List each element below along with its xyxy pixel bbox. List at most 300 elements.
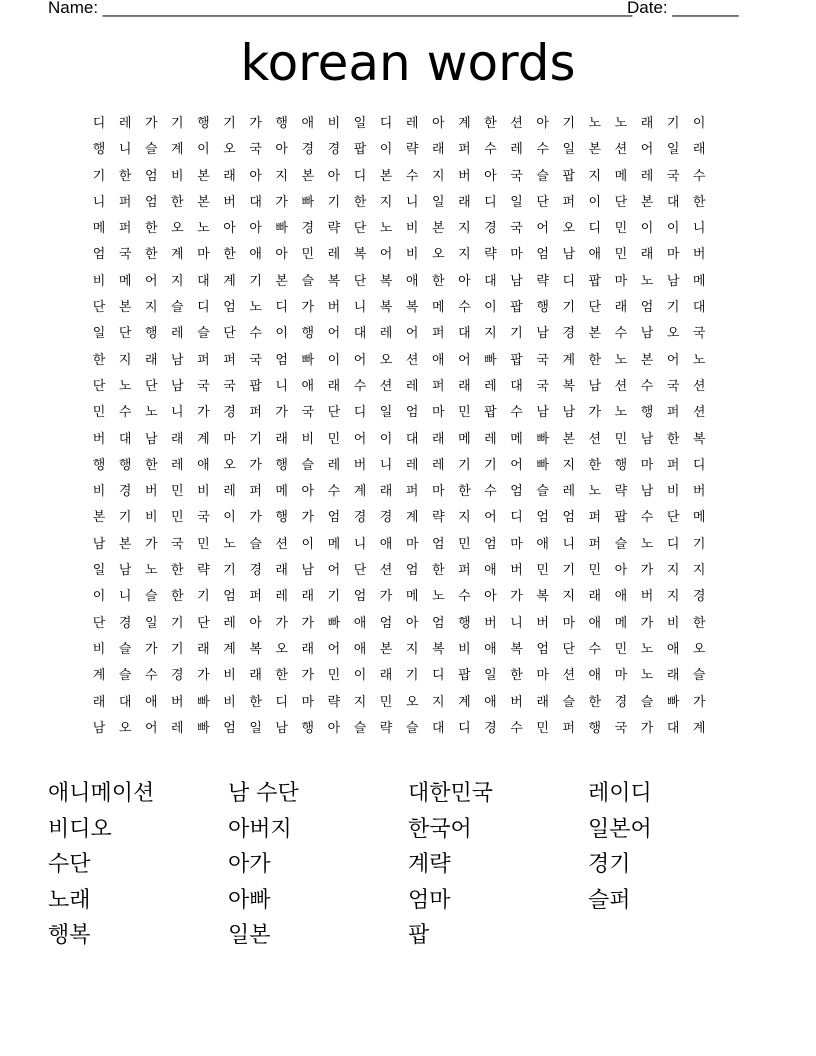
- grid-letter: 민: [536, 720, 549, 736]
- grid-letter: 슬: [536, 168, 549, 184]
- grid-letter: 남: [275, 720, 288, 736]
- grid-letter: 니: [171, 405, 184, 421]
- grid-letter: 래: [249, 668, 262, 684]
- grid-letter: 마: [614, 273, 628, 289]
- grid-letter: 버: [327, 300, 341, 316]
- grid-letter: 대: [405, 431, 419, 447]
- grid-letter: 비: [223, 668, 236, 684]
- grid-letter: 략: [327, 221, 341, 237]
- grid-letter: 수: [327, 484, 341, 500]
- grid-letter: 민: [614, 221, 628, 237]
- grid-letter: 지: [405, 641, 419, 657]
- grid-letter: 행: [118, 457, 132, 473]
- grid-letter: 민: [614, 431, 628, 447]
- grid-letter: 디: [692, 457, 706, 473]
- grid-letter: 애: [588, 247, 602, 263]
- grid-letter: 노: [640, 536, 654, 552]
- grid-letter: 남: [640, 484, 654, 500]
- grid-letter: 본: [92, 510, 106, 526]
- grid-letter: 행: [92, 142, 106, 158]
- word-list-item: 비디오: [48, 816, 112, 842]
- grid-letter: 일: [92, 563, 106, 579]
- grid-letter: 빠: [275, 221, 288, 237]
- grid-letter: 본: [588, 326, 602, 342]
- grid-letter: 아: [301, 484, 315, 500]
- grid-letter: 버: [692, 484, 706, 500]
- grid-letter: 본: [118, 536, 132, 552]
- grid-letter: 엄: [405, 563, 419, 579]
- grid-letter: 략: [197, 563, 210, 579]
- grid-letter: 략: [405, 142, 419, 158]
- word-list-item: 아빠: [228, 887, 271, 913]
- grid-letter: 버: [144, 484, 158, 500]
- grid-letter: 엄: [223, 589, 236, 605]
- grid-letter: 본: [640, 352, 654, 368]
- grid-letter: 본: [562, 431, 576, 447]
- grid-letter: 노: [144, 563, 158, 579]
- grid-letter: 노: [118, 378, 132, 394]
- grid-letter: 민: [379, 694, 393, 710]
- grid-letter: 비: [197, 484, 210, 500]
- grid-letter: 션: [614, 378, 628, 394]
- grid-letter: 일: [92, 326, 106, 342]
- grid-letter: 션: [379, 378, 393, 394]
- grid-letter: 지: [353, 694, 367, 710]
- grid-letter: 아: [327, 168, 341, 184]
- grid-letter: 행: [301, 720, 315, 736]
- grid-letter: 한: [144, 221, 158, 237]
- grid-letter: 이: [692, 116, 706, 131]
- word-list-item: 일본어: [588, 816, 652, 842]
- grid-letter: 한: [484, 116, 497, 131]
- grid-letter: 오: [562, 221, 576, 237]
- grid-letter: 남: [171, 378, 184, 394]
- grid-letter: 계: [353, 484, 367, 500]
- grid-letter: 디: [275, 300, 288, 316]
- grid-letter: 기: [249, 431, 262, 447]
- grid-letter: 애: [353, 615, 367, 631]
- grid-letter: 디: [379, 116, 393, 131]
- grid-letter: 니: [118, 589, 132, 605]
- grid-letter: 니: [379, 457, 393, 473]
- grid-letter: 어: [458, 352, 471, 368]
- grid-letter: 국: [666, 168, 680, 184]
- grid-letter: 레: [640, 168, 654, 184]
- word-list-item: 계략: [408, 852, 451, 877]
- grid-letter: 국: [249, 352, 262, 368]
- grid-letter: 행: [197, 116, 210, 131]
- grid-letter: 퍼: [458, 563, 471, 579]
- grid-letter: 단: [353, 273, 367, 289]
- grid-letter: 단: [118, 326, 132, 342]
- grid-letter: 디: [431, 668, 445, 684]
- grid-letter: 국: [536, 352, 549, 368]
- grid-letter: 수: [484, 142, 497, 158]
- grid-letter: 국: [301, 405, 315, 421]
- grid-letter: 퍼: [666, 457, 680, 473]
- grid-letter: 기: [327, 589, 341, 605]
- grid-letter: 수: [614, 326, 628, 342]
- grid-letter: 마: [405, 536, 419, 552]
- grid-letter: 계: [197, 431, 210, 447]
- grid-letter: 가: [249, 510, 262, 526]
- grid-letter: 퍼: [431, 326, 445, 342]
- grid-letter: 가: [301, 615, 315, 631]
- grid-letter: 디: [666, 536, 680, 552]
- grid-letter: 버: [510, 563, 523, 579]
- grid-letter: 지: [431, 694, 445, 710]
- grid-letter: 엄: [144, 194, 158, 210]
- grid-letter: 행: [275, 457, 288, 473]
- grid-letter: 노: [223, 536, 236, 552]
- grid-letter: 엄: [92, 247, 106, 263]
- grid-letter: 비: [301, 431, 315, 447]
- grid-letter: 팝: [458, 668, 471, 684]
- grid-letter: 아: [614, 563, 628, 579]
- grid-letter: 디: [562, 273, 576, 289]
- grid-letter: 남: [92, 720, 106, 736]
- grid-letter: 애: [614, 589, 628, 605]
- grid-letter: 메: [431, 300, 445, 316]
- grid-letter: 단: [92, 378, 106, 394]
- grid-letter: 애: [536, 536, 549, 552]
- grid-letter: 레: [431, 457, 445, 473]
- grid-letter: 션: [405, 352, 419, 368]
- grid-letter: 복: [405, 300, 419, 316]
- grid-letter: 단: [144, 378, 158, 394]
- grid-letter: 니: [353, 536, 367, 552]
- grid-letter: 계: [223, 641, 236, 657]
- grid-letter: 래: [458, 194, 471, 210]
- grid-letter: 수: [484, 484, 497, 500]
- grid-letter: 한: [353, 194, 367, 210]
- grid-letter: 메: [118, 273, 132, 289]
- grid-letter: 어: [666, 352, 680, 368]
- grid-letter: 국: [249, 142, 262, 158]
- grid-letter: 빠: [197, 720, 210, 736]
- grid-letter: 래: [197, 641, 210, 657]
- grid-letter: 비: [666, 615, 680, 631]
- grid-letter: 오: [275, 641, 288, 657]
- grid-letter: 지: [458, 510, 471, 526]
- grid-letter: 한: [588, 352, 602, 368]
- grid-letter: 단: [562, 641, 576, 657]
- grid-letter: 엄: [536, 247, 549, 263]
- grid-letter: 단: [327, 405, 341, 421]
- grid-letter: 래: [301, 589, 315, 605]
- grid-letter: 복: [510, 641, 523, 657]
- grid-letter: 본: [431, 221, 445, 237]
- grid-letter: 대: [666, 720, 680, 736]
- grid-letter: 기: [405, 668, 419, 684]
- grid-letter: 오: [666, 326, 680, 342]
- grid-letter: 래: [458, 378, 471, 394]
- grid-letter: 션: [379, 563, 393, 579]
- grid-letter: 이: [379, 431, 393, 447]
- grid-letter: 슬: [301, 457, 315, 473]
- grid-letter: 디: [484, 194, 497, 210]
- grid-letter: 팝: [562, 168, 576, 184]
- grid-letter: 수: [640, 510, 654, 526]
- grid-letter: 경: [692, 589, 706, 605]
- grid-letter: 슬: [144, 589, 158, 605]
- grid-letter: 남: [536, 405, 549, 421]
- grid-letter: 노: [614, 405, 628, 421]
- grid-letter: 이: [275, 326, 288, 342]
- grid-letter: 어: [144, 273, 158, 289]
- grid-letter: 메: [92, 221, 106, 237]
- grid-letter: 한: [171, 589, 184, 605]
- grid-letter: 경: [301, 221, 315, 237]
- grid-letter: 수: [249, 326, 262, 342]
- grid-letter: 대: [692, 300, 706, 316]
- grid-letter: 퍼: [562, 720, 576, 736]
- grid-letter: 마: [562, 615, 576, 631]
- grid-letter: 수: [118, 405, 132, 421]
- grid-letter: 기: [171, 615, 184, 631]
- grid-letter: 남: [510, 273, 523, 289]
- grid-letter: 레: [223, 615, 236, 631]
- grid-letter: 민: [458, 405, 471, 421]
- grid-letter: 계: [692, 720, 706, 736]
- grid-letter: 버: [353, 457, 367, 473]
- grid-letter: 경: [484, 720, 497, 736]
- grid-letter: 퍼: [405, 484, 419, 500]
- grid-letter: 단: [353, 221, 367, 237]
- word-list-item: 한국어: [408, 816, 472, 842]
- grid-letter: 복: [431, 641, 445, 657]
- grid-letter: 디: [458, 720, 471, 736]
- grid-letter: 애: [353, 641, 367, 657]
- grid-letter: 수: [510, 720, 523, 736]
- date-field-label: Date: _______: [627, 0, 739, 17]
- word-list-item: 행복: [48, 923, 91, 948]
- grid-letter: 엄: [431, 536, 445, 552]
- grid-letter: 경: [249, 563, 262, 579]
- grid-letter: 한: [692, 615, 706, 631]
- grid-letter: 남: [562, 405, 576, 421]
- grid-letter: 비: [171, 168, 184, 184]
- grid-letter: 애: [484, 563, 497, 579]
- grid-letter: 이: [379, 142, 393, 158]
- word-list-item: 아버지: [228, 816, 292, 842]
- grid-letter: 래: [431, 431, 445, 447]
- grid-letter: 어: [484, 510, 497, 526]
- grid-letter: 애: [588, 668, 602, 684]
- grid-letter: 국: [197, 378, 210, 394]
- grid-letter: 민: [536, 563, 549, 579]
- grid-letter: 기: [92, 168, 106, 184]
- grid-letter: 아: [484, 168, 497, 184]
- grid-letter: 레: [223, 484, 236, 500]
- grid-letter: 빠: [301, 194, 315, 210]
- grid-letter: 빠: [301, 352, 315, 368]
- grid-letter: 남: [536, 326, 549, 342]
- grid-letter: 엄: [510, 484, 523, 500]
- grid-letter: 메: [692, 273, 706, 289]
- grid-letter: 레: [379, 326, 393, 342]
- grid-letter: 래: [144, 352, 158, 368]
- grid-letter: 가: [197, 668, 210, 684]
- grid-letter: 버: [458, 168, 471, 184]
- grid-letter: 디: [92, 116, 106, 131]
- grid-letter: 레: [405, 116, 419, 131]
- grid-letter: 퍼: [249, 484, 262, 500]
- grid-letter: 기: [171, 116, 184, 131]
- grid-letter: 엄: [536, 641, 549, 657]
- grid-letter: 국: [223, 378, 236, 394]
- grid-letter: 래: [379, 484, 393, 500]
- grid-letter: 오: [171, 221, 184, 237]
- grid-letter: 디: [588, 221, 602, 237]
- grid-letter: 버: [484, 615, 497, 631]
- grid-letter: 엄: [353, 589, 367, 605]
- grid-letter: 략: [431, 510, 445, 526]
- grid-letter: 비: [458, 641, 471, 657]
- grid-letter: 빠: [536, 431, 549, 447]
- grid-letter: 복: [692, 431, 706, 447]
- word-list-item: 경기: [588, 852, 631, 877]
- grid-letter: 메: [510, 431, 523, 447]
- grid-letter: 지: [562, 589, 576, 605]
- grid-letter: 래: [301, 641, 315, 657]
- grid-letter: 비: [92, 641, 106, 657]
- grid-letter: 수: [588, 641, 602, 657]
- grid-letter: 가: [144, 536, 158, 552]
- grid-letter: 수: [144, 668, 158, 684]
- grid-letter: 복: [353, 247, 367, 263]
- grid-letter: 슬: [301, 273, 315, 289]
- grid-letter: 애: [666, 641, 680, 657]
- grid-letter: 일: [510, 194, 523, 210]
- grid-letter: 복: [379, 273, 393, 289]
- grid-letter: 단: [666, 510, 680, 526]
- grid-letter: 가: [249, 457, 262, 473]
- grid-letter: 퍼: [588, 536, 602, 552]
- grid-letter: 한: [431, 273, 445, 289]
- grid-letter: 본: [379, 168, 393, 184]
- grid-letter: 애: [197, 457, 210, 473]
- grid-letter: 지: [458, 221, 471, 237]
- grid-letter: 엄: [536, 510, 549, 526]
- grid-letter: 본: [197, 194, 210, 210]
- grid-letter: 애: [484, 694, 497, 710]
- grid-letter: 메: [614, 615, 628, 631]
- grid-letter: 래: [588, 589, 602, 605]
- grid-letter: 본: [379, 641, 393, 657]
- grid-letter: 어: [640, 142, 654, 158]
- grid-letter: 엄: [223, 720, 236, 736]
- grid-letter: 대: [118, 431, 132, 447]
- grid-letter: 경: [171, 668, 184, 684]
- grid-letter: 경: [379, 510, 393, 526]
- grid-letter: 이: [223, 510, 236, 526]
- grid-letter: 엄: [640, 300, 654, 316]
- grid-letter: 오: [223, 142, 236, 158]
- grid-letter: 이: [353, 668, 367, 684]
- grid-letter: 퍼: [118, 194, 132, 210]
- grid-letter: 레: [484, 378, 497, 394]
- grid-letter: 경: [301, 142, 315, 158]
- grid-letter: 한: [144, 247, 158, 263]
- grid-letter: 략: [379, 720, 393, 736]
- grid-letter: 기: [510, 326, 523, 342]
- grid-letter: 엄: [275, 352, 288, 368]
- grid-letter: 퍼: [197, 352, 210, 368]
- grid-letter: 민: [171, 484, 184, 500]
- grid-letter: 노: [431, 589, 445, 605]
- grid-letter: 지: [588, 168, 602, 184]
- grid-letter: 이: [666, 221, 680, 237]
- grid-letter: 국: [536, 378, 549, 394]
- grid-letter: 한: [692, 194, 706, 210]
- grid-letter: 경: [118, 484, 132, 500]
- grid-letter: 슬: [144, 142, 158, 158]
- grid-letter: 이: [197, 142, 210, 158]
- grid-letter: 행: [588, 720, 602, 736]
- grid-letter: 복: [536, 589, 549, 605]
- grid-letter: 래: [640, 247, 654, 263]
- grid-letter: 남: [562, 247, 576, 263]
- grid-letter: 노: [249, 300, 262, 316]
- grid-letter: 션: [692, 378, 706, 394]
- name-field-label: Name: ________________________________________________________: [48, 0, 633, 17]
- grid-letter: 가: [275, 405, 288, 421]
- grid-letter: 니: [353, 300, 367, 316]
- grid-letter: 가: [640, 720, 654, 736]
- grid-letter: 수: [536, 142, 549, 158]
- grid-letter: 수: [640, 378, 654, 394]
- grid-letter: 지: [692, 563, 706, 579]
- grid-letter: 행: [536, 300, 549, 316]
- grid-letter: 기: [562, 300, 576, 316]
- grid-letter: 빠: [197, 694, 210, 710]
- grid-letter: 한: [588, 694, 602, 710]
- grid-letter: 션: [588, 431, 602, 447]
- grid-letter: 지: [431, 168, 445, 184]
- grid-letter: 슬: [118, 641, 132, 657]
- grid-letter: 레: [405, 378, 419, 394]
- grid-letter: 니: [92, 194, 106, 210]
- grid-letter: 레: [405, 457, 419, 473]
- grid-letter: 지: [562, 457, 576, 473]
- grid-letter: 마: [223, 431, 236, 447]
- grid-letter: 지: [171, 273, 184, 289]
- grid-letter: 국: [510, 221, 523, 237]
- grid-letter: 단: [536, 194, 549, 210]
- grid-letter: 기: [666, 116, 680, 131]
- grid-letter: 본: [197, 168, 210, 184]
- grid-letter: 지: [666, 563, 680, 579]
- grid-letter: 션: [275, 536, 288, 552]
- grid-letter: 마: [640, 457, 654, 473]
- grid-letter: 레: [484, 431, 497, 447]
- grid-letter: 엄: [223, 300, 236, 316]
- grid-letter: 슬: [562, 694, 576, 710]
- grid-letter: 가: [301, 668, 315, 684]
- grid-letter: 가: [249, 116, 262, 131]
- grid-letter: 복: [327, 273, 341, 289]
- grid-letter: 지: [458, 247, 471, 263]
- grid-letter: 마: [431, 484, 445, 500]
- grid-letter: 민: [301, 247, 315, 263]
- grid-letter: 애: [431, 352, 445, 368]
- grid-letter: 행: [458, 615, 471, 631]
- grid-letter: 퍼: [666, 405, 680, 421]
- grid-letter: 수: [692, 168, 706, 184]
- grid-letter: 레: [171, 720, 184, 736]
- grid-letter: 단: [92, 300, 106, 316]
